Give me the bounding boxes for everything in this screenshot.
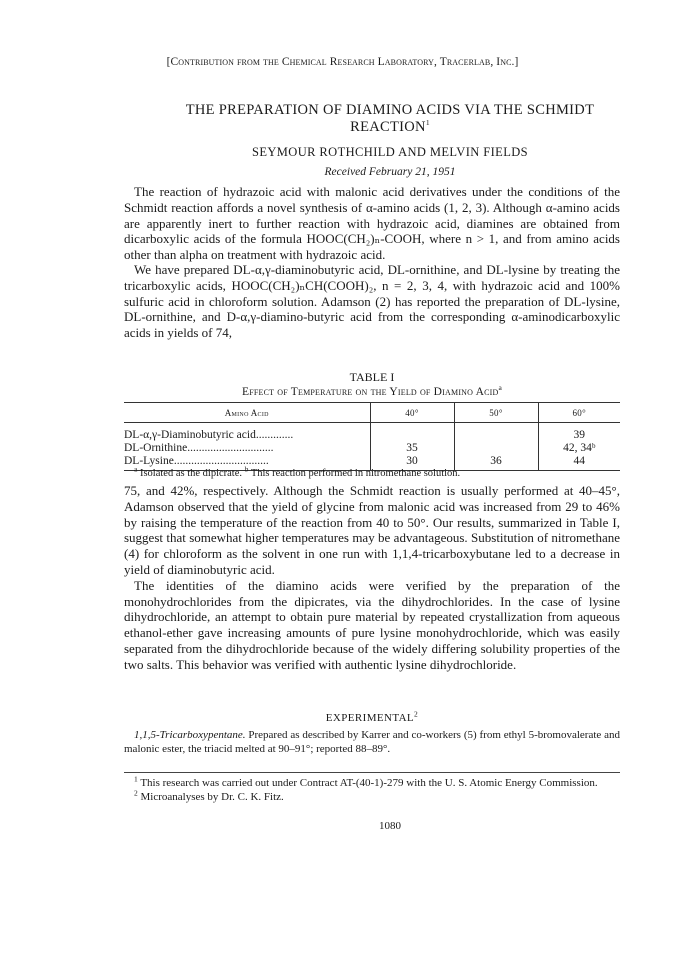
cell-50 [454, 423, 538, 443]
table-footnote-a: Isolated as the dipicrate. [139, 468, 243, 479]
footnote-rule [124, 772, 620, 773]
cell-60: 42, 34ᵇ [538, 442, 620, 455]
title-footnote-marker: 1 [425, 118, 430, 128]
experimental-heading [124, 709, 620, 724]
paragraph-1: The reaction of hydrazoic acid with malonic acid derivatives under the conditions of the Schmidt reaction affords a novel synthesis of α-amino acids (1, 2, 3). Although α-amino acids are apparently inert to further reaction with hydrazoic acid, diamines are obtained from dicarboxylic acids of the formula HOOC(CH₂)ₙ-COOH, where n > 1, and from amino acids other than alpha on treatment with hydrazoic acid. [124, 184, 620, 263]
paragraph-4: The identities of the diamino acids were verified by the preparation of the monohydrochlorides from the dipicrates, via the dihydrochlorides. In the case of lysine dihydrochloride, an attempt to obtain pure material by repeated crystallization from aqueous ethanol-ether gave increasing amounts of pure lysine monohydrochloride, which was easily separated from the dihydrochloride because of the widely differing solubility properties of the two salts. This behavior was verified with authentic lysine dihydrochloride. [124, 577, 620, 672]
experimental-text [124, 728, 620, 756]
paragraph-intro [124, 184, 620, 263]
paragraph-3: 75, and 42%, respectively. Although the Schmidt reaction is usually performed at 40–45°, Adamson observed that the yield of glycine from malonic acid was increased from 29 to 46% by raising the temperature of the reaction from 40 to 50°. Our results, summarized in Table I, suggest that somewhat higher temperatures may be advantageous. Substitution of nitromethane (4) for chloroform as the solvent in one run with 1,1,4-tricarboxybutane led to a decrease in yield of diaminobutyric acid. [124, 483, 620, 577]
cell-60: 39 [538, 423, 620, 443]
row-name: DL-α,γ-Diaminobutyric acid............. [124, 429, 294, 441]
col-header-60: 60° [538, 403, 620, 423]
cell-40: 30 [370, 455, 454, 471]
cell-50: 36 [454, 455, 538, 471]
article-authors: SEYMOUR ROTHCHILD AND MELVIN FIELDS [251, 145, 529, 159]
row-name: DL-Ornithine.............................. [124, 442, 274, 454]
col-header-50: 50° [454, 403, 538, 423]
cell-60: 44 [538, 455, 620, 471]
paragraph-results [124, 483, 620, 673]
page-footnotes [124, 776, 620, 804]
cell-50 [454, 442, 538, 455]
cell-40: 35 [370, 442, 454, 455]
paragraph-preparation [124, 262, 620, 341]
experimental-heading-text: EXPERIMENTAL [325, 712, 415, 724]
table-footnotes: $^a$ Isolated as the dipicrate. $^b$ This reaction performed in nitromethane solution. [134, 464, 461, 479]
experimental-procedure: Prepared as described by Karrer and co-workers (5) from ethyl 5-bromovalerate and malonic ester, the triacid melted at 90–91°; reported 88–89°. [124, 729, 621, 755]
results-table [124, 402, 620, 471]
table-caption-note: a [498, 383, 502, 393]
table-row [124, 442, 620, 455]
contribution-line [0, 56, 685, 68]
cell-40 [370, 423, 454, 443]
table-caption [124, 383, 620, 398]
experimental-heading-note: 2 [414, 709, 419, 719]
paragraph-2: We have prepared DL-α,γ-diaminobutyric acid, DL-ornithine, and DL-lysine by treating the tricarboxylic acids, HOOC(CH₂)ₙCH(COOH)₂, n = 2, 3, 4, with hydrazoic acid and 100% sulfuric acid in chloroform solution. Adamson (2) has reported the preparation of DL-lysine, DL-ornithine, and D-α,γ-diamino-butyric acid from the corresponding α-aminodicarboxylic acids in yields of 74, [124, 262, 620, 341]
row-name: DL-Lysine................................. [124, 455, 370, 471]
experimental-compound: 1,1,5-Tricarboxypentane. [134, 729, 246, 741]
table-header-row [124, 403, 620, 423]
received-date: Received February 21, 1951 [324, 166, 456, 178]
table-label: TABLE I [349, 370, 395, 384]
table-footnote-b: This reaction performed in nitromethane solution. [250, 468, 461, 479]
footnote-2: $^2$ Microanalyses by Dr. C. K. Fitz. [134, 788, 284, 803]
table-caption-text: Effect of Temperature on the Yield of Diamino Acid [241, 386, 499, 398]
article-title [160, 102, 620, 136]
contribution-text: [Contribution from the Chemical Research Laboratory, Tracerlab, Inc.] [166, 56, 519, 68]
footnote-1: $^1$ This research was carried out under Contract AT-(40-1)-279 with the U. S. Atomic Energy Commission. [134, 774, 598, 789]
table-row [124, 423, 620, 443]
page-number: 1080 [379, 820, 401, 832]
col-header-40: 40° [370, 403, 454, 423]
title-text: THE PREPARATION OF DIAMINO ACIDS VIA THE SCHMIDT REACTION [185, 102, 595, 135]
col-header-amino-acid: Amino Acid [124, 403, 370, 423]
